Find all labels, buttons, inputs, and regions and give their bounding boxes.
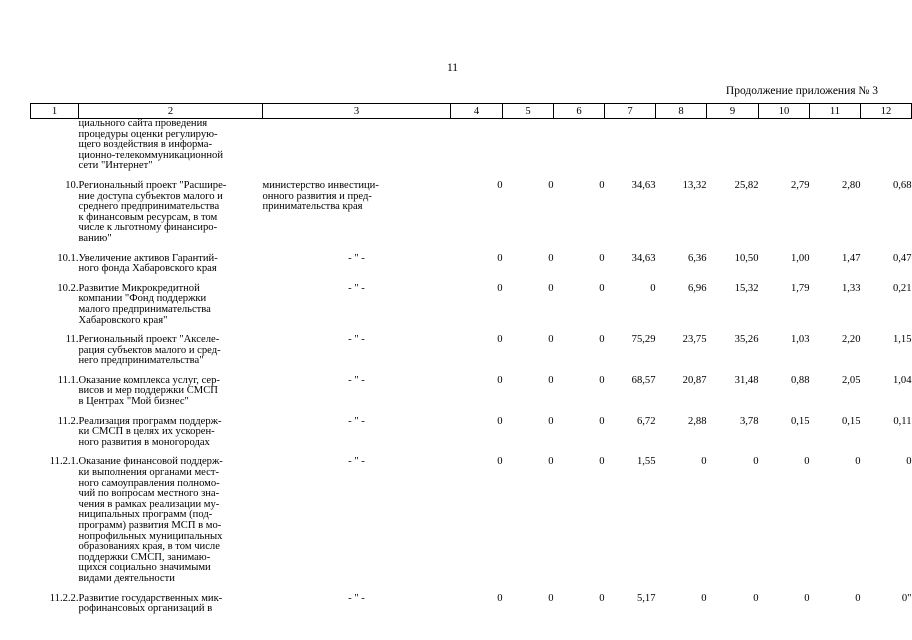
row-value-col-6: 0 (599, 282, 605, 294)
row-value-col-10: 1,00 (790, 252, 810, 264)
row-value-col-10: 0 (804, 592, 810, 604)
row-value-col-12: 0 (906, 456, 912, 468)
row-value-col-6 (554, 119, 605, 172)
row-value-col-4: 0 (497, 456, 503, 468)
table-header-row (31, 104, 912, 119)
row-value-col-11: 0 (855, 456, 861, 468)
row-executor (263, 119, 451, 172)
row-executor: - " - (348, 415, 365, 427)
row-value-col-8: 0 (701, 592, 707, 604)
row-value-col-10: 2,79 (790, 179, 810, 191)
row-value-col-12: 0,21 (892, 282, 912, 294)
row-value-col-9: 35,26 (734, 334, 759, 346)
row-value-col-8 (656, 119, 707, 172)
table-row (31, 417, 912, 449)
row-value-col-9: 0 (753, 592, 759, 604)
row-value-col-6: 0 (599, 456, 605, 468)
row-value-col-12: 1,04 (892, 374, 912, 386)
row-value-col-10: 1,03 (790, 334, 810, 346)
column-header-5: 5 (503, 104, 554, 119)
row-value-col-4: 0 (497, 374, 503, 386)
row-value-col-9 (707, 119, 759, 172)
row-value-col-6: 0 (599, 415, 605, 427)
table-row (31, 594, 912, 615)
row-value-col-10: 0,15 (790, 415, 810, 427)
row-value-col-5: 0 (548, 592, 554, 604)
row-value-col-5: 0 (548, 252, 554, 264)
table-row (31, 181, 912, 245)
row-value-col-6: 0 (599, 179, 605, 191)
row-value-col-7: 0 (650, 282, 656, 294)
row-value-col-9: 25,82 (734, 179, 759, 191)
row-value-col-7: 1,55 (636, 456, 656, 468)
row-name: Оказание финансовой поддерж- ки выполнения органами мест- ного самоуправления полномо- чий по вопросам местного зна- чения в рамках реализации му- ниципальных программ (под- программ) развития МСП в мо- нопрофильных муниципальных образованиях края, в том числе поддержки СМСП, занимаю- щихся социально значимыми видами деятельности (78, 456, 223, 584)
row-number: 10. (65, 179, 79, 191)
row-value-col-10: 0,88 (790, 374, 810, 386)
row-executor: - " - (348, 456, 365, 468)
row-number: 10.2. (57, 282, 79, 294)
row-value-col-7: 75,29 (631, 334, 656, 346)
row-value-col-7: 5,17 (636, 592, 656, 604)
row-value-col-4: 0 (497, 252, 503, 264)
row-name: Реализация программ поддерж- ки СМСП в целях их ускорен- ного развития в моногородах (78, 415, 222, 448)
row-value-col-7 (605, 119, 656, 172)
row-value-col-12 (861, 119, 912, 172)
row-value-col-8: 13,32 (682, 179, 707, 191)
data-table (30, 103, 912, 615)
row-value-col-5: 0 (548, 456, 554, 468)
row-value-col-4: 0 (497, 282, 503, 294)
row-number: 11.2.1. (49, 456, 79, 468)
row-value-col-11: 1,33 (841, 282, 861, 294)
row-value-col-5: 0 (548, 282, 554, 294)
row-value-col-5: 0 (548, 374, 554, 386)
row-value-col-11: 1,47 (841, 252, 861, 264)
column-header-3: 3 (263, 104, 451, 119)
row-value-col-8: 0 (701, 456, 707, 468)
row-value-col-11: 0,15 (841, 415, 861, 427)
row-name: Региональный проект "Акселе- рация субъектов малого и сред- него предпринимательства" (78, 334, 221, 367)
row-value-col-5 (503, 119, 554, 172)
row-number: 11.2.2. (49, 592, 79, 604)
row-value-col-6: 0 (599, 374, 605, 386)
row-number: 11.2. (57, 415, 79, 427)
row-value-col-6: 0 (599, 592, 605, 604)
row-value-col-6: 0 (599, 252, 605, 264)
column-header-11: 11 (810, 104, 861, 119)
row-value-col-5: 0 (548, 415, 554, 427)
row-value-col-7: 34,63 (631, 179, 656, 191)
row-value-col-9: 15,32 (734, 282, 759, 294)
row-number: 10.1. (57, 252, 79, 264)
row-value-col-7: 6,72 (636, 415, 656, 427)
row-value-col-8: 20,87 (682, 374, 707, 386)
row-value-col-12: 0,68 (892, 179, 912, 191)
table-row (31, 335, 912, 367)
row-value-col-6: 0 (599, 334, 605, 346)
row-value-col-11: 2,20 (841, 334, 861, 346)
row-value-col-4: 0 (497, 179, 503, 191)
row-name: Увеличение активов Гарантий- ного фонда Хабаровского края (78, 252, 218, 275)
row-value-col-12: 0" (901, 592, 912, 604)
row-executor: - " - (348, 252, 365, 264)
column-header-9: 9 (707, 104, 759, 119)
table-row (31, 254, 912, 275)
table-row (31, 457, 912, 584)
row-value-col-8: 6,36 (687, 252, 707, 264)
row-value-col-9: 0 (753, 456, 759, 468)
column-header-4: 4 (451, 104, 503, 119)
column-header-1: 1 (31, 104, 79, 119)
row-name: Развитие государственных мик- рофинансовых организаций в (78, 592, 223, 615)
row-value-col-5: 0 (548, 334, 554, 346)
row-value-col-7: 34,63 (631, 252, 656, 264)
row-value-col-12: 1,15 (892, 334, 912, 346)
row-value-col-4: 0 (497, 415, 503, 427)
row-number (31, 119, 79, 172)
table-row (31, 284, 912, 326)
row-value-col-7: 68,57 (631, 374, 656, 386)
row-executor: - " - (348, 592, 365, 604)
table-row (31, 119, 912, 172)
row-value-col-4: 0 (497, 334, 503, 346)
row-value-col-4 (451, 119, 503, 172)
row-value-col-5: 0 (548, 179, 554, 191)
row-value-col-8: 6,96 (687, 282, 707, 294)
row-value-col-11: 2,05 (841, 374, 861, 386)
row-name: Оказание комплекса услуг, сер- висов и мер поддержки СМСП в Центрах "Мой бизнес" (78, 374, 220, 408)
row-value-col-4: 0 (497, 592, 503, 604)
page-number: 11 (446, 62, 459, 74)
row-value-col-11: 2,80 (841, 179, 861, 191)
continuation-label: Продолжение приложения № 3 (725, 85, 878, 97)
column-header-7: 7 (605, 104, 656, 119)
column-header-6: 6 (554, 104, 605, 119)
row-executor: - " - (348, 374, 365, 386)
row-name: циального сайта проведения процедуры оценки регулирую- щего воздействия в информа- ционно-телекоммуникационной сети "Интернет" (78, 118, 223, 172)
row-number: 11.1. (57, 374, 79, 386)
column-header-12: 12 (861, 104, 912, 119)
row-value-col-9: 3,78 (739, 415, 759, 427)
row-name: Развитие Микрокредитной компании "Фонд поддержки малого предпринимательства Хабаровского края" (78, 282, 211, 326)
row-value-col-11 (810, 119, 861, 172)
row-number: 11. (65, 334, 79, 346)
row-value-col-12: 0,47 (892, 252, 912, 264)
row-name: Региональный проект "Расшире- ние доступа субъектов малого и среднего предпринимательства к финансовым ресурсам, в том числе к льготному финансиро- ванию" (78, 179, 227, 244)
row-value-col-10: 0 (804, 456, 810, 468)
row-value-col-9: 31,48 (734, 374, 759, 386)
row-value-col-8: 2,88 (687, 415, 707, 427)
row-executor: - " - (348, 282, 365, 294)
row-value-col-9: 10,50 (734, 252, 759, 264)
column-header-2: 2 (79, 104, 263, 119)
row-value-col-10: 1,79 (790, 282, 810, 294)
row-value-col-12: 0,11 (893, 415, 912, 427)
row-value-col-8: 23,75 (682, 334, 707, 346)
column-header-8: 8 (656, 104, 707, 119)
row-value-col-11: 0 (855, 592, 861, 604)
row-value-col-10 (759, 119, 810, 172)
row-executor: министерство инвестици- онного развития и пред- принимательства края (262, 179, 379, 213)
row-executor: - " - (348, 334, 365, 346)
column-header-10: 10 (759, 104, 810, 119)
table-row (31, 376, 912, 408)
